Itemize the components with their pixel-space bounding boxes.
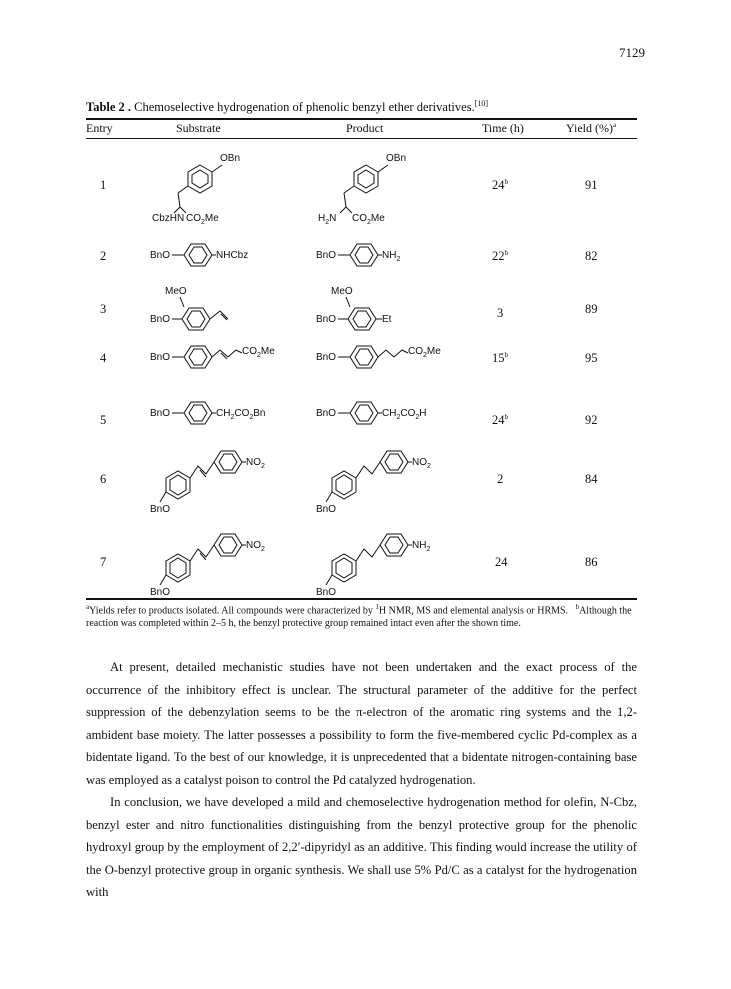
substrate-structure-5 (150, 396, 310, 430)
substrate-structure-7 (150, 523, 310, 599)
substituent-label: $CO_2Me$ (242, 346, 275, 359)
benzene-ring-inner (355, 247, 373, 263)
substituent-label: $NH_2$ (412, 540, 431, 553)
footnote-a-sup: 1 (375, 603, 379, 611)
benzene-ring-inner (353, 311, 371, 327)
time-text: 24 (492, 178, 505, 193)
time-sup: b (504, 249, 508, 257)
substituent-label: BnO (150, 314, 171, 325)
benzene-ring-inner (170, 475, 186, 495)
substituent-label: $H_2N$ (318, 213, 337, 226)
table-bottom-rule (86, 598, 637, 600)
time-sup: b (504, 413, 508, 421)
table-title-ref: [10] (474, 99, 489, 108)
substituent-label: $CH_2CO_2H$ (382, 408, 427, 421)
paragraph: At present, detailed mechanistic studies have not been undertaken and the exact process of the occurrence of the inhibitory effect is unclear. The structural parameter of the additive for the perfect suppression of the debenzylation seems to be the π-electron of the aromatic ring systems and the 1,2-ambident base moiety. The latter possesses a possibility to form the five-membered cyclic Pd-complex as a bidentate ligand. To the best of our knowledge, it is unprecedented that a bidentate nitrogen-containing base was employed as a catalyst poison to control the Pd catalyzed hydrogenation. (86, 660, 637, 787)
time-value (492, 178, 508, 193)
product-structure-4 (316, 340, 476, 374)
table-label: Table 2 . (86, 100, 132, 115)
substrate-structure-4 (150, 340, 310, 374)
substituent-label: $NO_2$ (246, 540, 265, 553)
benzene-ring-inner (189, 247, 207, 263)
time-text: 15 (492, 351, 505, 366)
benzene-ring-inner (189, 349, 207, 365)
yield-value: 92 (585, 413, 598, 427)
benzene-ring-inner (336, 475, 352, 495)
substituent-label: OBn (386, 153, 407, 164)
time-sup: b (504, 351, 508, 359)
time-text: 22 (492, 249, 505, 264)
page-number: 7129 (619, 45, 645, 60)
product-structure-5 (316, 396, 476, 430)
entry-number: 7 (100, 555, 107, 569)
footnote-a-cont: H NMR, MS and elemental analysis or HRMS. (378, 605, 569, 617)
body-text (86, 656, 637, 904)
substrate-structure-2 (150, 238, 310, 272)
product-structure-3 (316, 283, 476, 333)
entry-number: 4 (100, 351, 107, 365)
substituent-label: CbzHN (152, 213, 185, 224)
yield-value: 86 (585, 555, 598, 569)
time-text: 24 (492, 413, 505, 428)
substituent-label: BnO (150, 504, 171, 515)
table-title: Chemoselective hydrogenation of phenolic benzyl ether derivatives. (134, 100, 475, 115)
benzene-ring-inner (385, 454, 403, 470)
entry-number: 3 (100, 302, 107, 316)
header-yield (566, 121, 616, 136)
benzene-ring-inner (187, 311, 205, 327)
substituent-label: $NO_2$ (412, 457, 431, 470)
paragraph: In conclusion, we have developed a mild and chemoselective hydrogenation method for olefin, N-Cbz, benzyl ester and nitro functionalities distinguishing from the benzyl protective group for the phenolic hydroxyl group by the employment of 2,2′-dipyridyl as an additive. This finding would increase the utility of the O-benzyl protective group in organic synthesis. We shall use 5% Pd/C as a catalyst for the hydrogenation with (86, 795, 637, 899)
substituent-label: MeO (331, 286, 353, 297)
substituent-label: $CO_2Me$ (186, 213, 219, 226)
time-value (492, 249, 508, 264)
substituent-label: BnO (150, 250, 171, 261)
yield-value: 91 (585, 178, 598, 192)
substituent-label: $CH_2CO_2Bn$ (216, 408, 266, 421)
footnote-b: Although the reaction was completed within 2–5 h, the benzyl protective group remained intact even after the shown time. (86, 605, 632, 630)
substituent-label: $CO_2Me$ (352, 213, 385, 226)
benzene-ring-inner (355, 349, 373, 365)
substituent-label: Et (382, 314, 392, 325)
yield-value: 82 (585, 249, 598, 263)
substituent-label: MeO (165, 286, 187, 297)
substrate-structure-1 (150, 145, 290, 225)
benzene-ring-inner (170, 558, 186, 578)
substituent-label: OBn (220, 153, 241, 164)
substituent-label: BnO (150, 352, 171, 363)
yield-value: 95 (585, 351, 598, 365)
time-value (492, 351, 508, 366)
benzene-ring-inner (358, 170, 374, 188)
footnote-a: Yields refer to products isolated. All compounds were characterized by (89, 605, 376, 617)
yield-value: 84 (585, 472, 598, 486)
time-value: 2 (497, 472, 504, 486)
header-product: Product (346, 121, 384, 135)
product-structure-1 (316, 145, 456, 225)
benzene-ring-inner (189, 405, 207, 421)
substituent-label: BnO (316, 408, 337, 419)
product-structure-7 (316, 523, 476, 599)
entry-number: 1 (100, 178, 107, 192)
substituent-label: $CO_2Me$ (408, 346, 441, 359)
time-value (492, 413, 508, 428)
substituent-label: BnO (150, 408, 171, 419)
entry-number: 2 (100, 249, 107, 263)
table-top-rule (86, 118, 637, 120)
time-sup: b (504, 178, 508, 186)
time-value: 3 (497, 306, 504, 320)
entry-number: 5 (100, 413, 107, 427)
substituent-label: BnO (316, 587, 337, 598)
benzene-ring-inner (219, 537, 237, 553)
table-caption (86, 99, 488, 115)
benzene-ring-inner (192, 170, 208, 188)
substrate-structure-3 (150, 283, 310, 333)
substituent-label: BnO (316, 352, 337, 363)
header-yield-text: Yield (%) (566, 121, 613, 135)
header-substrate: Substrate (176, 121, 221, 135)
benzene-ring-inner (336, 558, 352, 578)
header-time: Time (h) (482, 121, 524, 135)
table-header-rule (86, 138, 637, 139)
header-yield-sup: a (613, 121, 617, 129)
substituent-label: $NO_2$ (246, 457, 265, 470)
benzene-ring-inner (385, 537, 403, 553)
entry-number: 6 (100, 472, 107, 486)
substituent-label: NHCbz (216, 250, 249, 261)
substituent-label: BnO (316, 504, 337, 515)
substituent-label: $NH_2$ (382, 250, 401, 263)
product-structure-6 (316, 440, 476, 522)
substituent-label: BnO (316, 250, 337, 261)
yield-value: 89 (585, 302, 598, 316)
header-entry: Entry (86, 121, 113, 135)
time-value: 24 (495, 555, 508, 569)
benzene-ring-inner (219, 454, 237, 470)
benzene-ring-inner (355, 405, 373, 421)
substituent-label: BnO (316, 314, 337, 325)
substrate-structure-6 (150, 440, 310, 522)
table-footnotes: $^a$Yields refer to products isolated. All compounds were characterized by $^1$H NMR, MS and elemental analysis or HRMS. $^b$Although the reaction was completed within 2–5 h, the benzyl protective group remained intact even after the shown time. (86, 603, 632, 630)
product-structure-2 (316, 238, 476, 272)
substituent-label: BnO (150, 587, 171, 598)
